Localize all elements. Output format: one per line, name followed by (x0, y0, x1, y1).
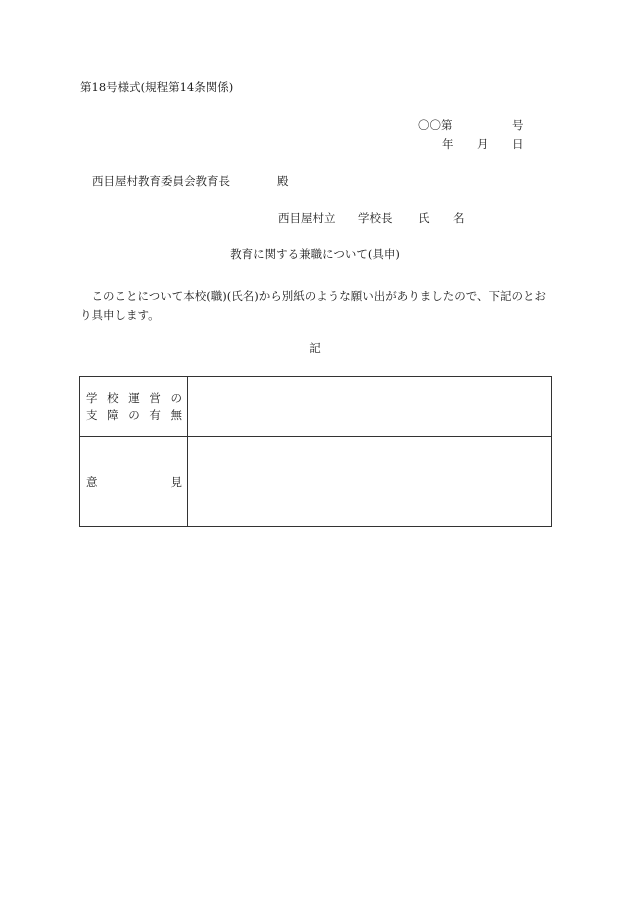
label-line-opinion (80, 474, 187, 490)
document-title: 教育に関する兼職について(具申) (230, 247, 400, 261)
label-char: 校 (107, 390, 119, 405)
label-line-2 (80, 407, 187, 424)
label-char: の (170, 390, 182, 405)
label-char: 支 (86, 407, 98, 422)
ki-heading: 記 (309, 341, 321, 355)
document-number-suffix: 号 (512, 118, 524, 132)
date-day-label: 日 (512, 137, 524, 151)
label-char: 無 (170, 407, 182, 422)
sender-name-placeholder-1: 氏 (418, 211, 430, 225)
label-char: 学 (86, 390, 98, 405)
sender-school: 西目屋村立 (278, 211, 336, 225)
detail-table (79, 376, 552, 527)
label-char: 有 (149, 407, 161, 422)
form-number: 第18号様式(規程第14条関係) (80, 80, 234, 94)
recipient-honorific: 殿 (277, 174, 289, 188)
label-char: 運 (128, 390, 140, 405)
sender-name-placeholder-2: 名 (453, 211, 465, 225)
date-year-label: 年 (442, 137, 454, 151)
document-number-prefix: 〇〇第 (418, 118, 453, 132)
row-label-opinion (80, 437, 188, 527)
label-char: 障 (107, 407, 119, 422)
label-char: 意 (86, 474, 98, 489)
label-char: の (128, 407, 140, 422)
label-char: 営 (149, 390, 161, 405)
row-value-school-operation (188, 377, 552, 437)
table-row-opinion (80, 437, 552, 527)
row-value-opinion (188, 437, 552, 527)
label-char: 見 (170, 474, 182, 489)
recipient-name: 西目屋村教育委員会教育長 (92, 174, 230, 188)
label-line-1 (80, 390, 187, 407)
row-label-school-operation (80, 377, 188, 437)
sender-title: 学校長 (358, 211, 393, 225)
body-paragraph: このことについて本校(職)(氏名)から別紙のような願い出がありましたので、下記のとおり具申します。 (80, 289, 546, 322)
table-row-school-operation (80, 377, 552, 437)
date-month-label: 月 (477, 137, 489, 151)
